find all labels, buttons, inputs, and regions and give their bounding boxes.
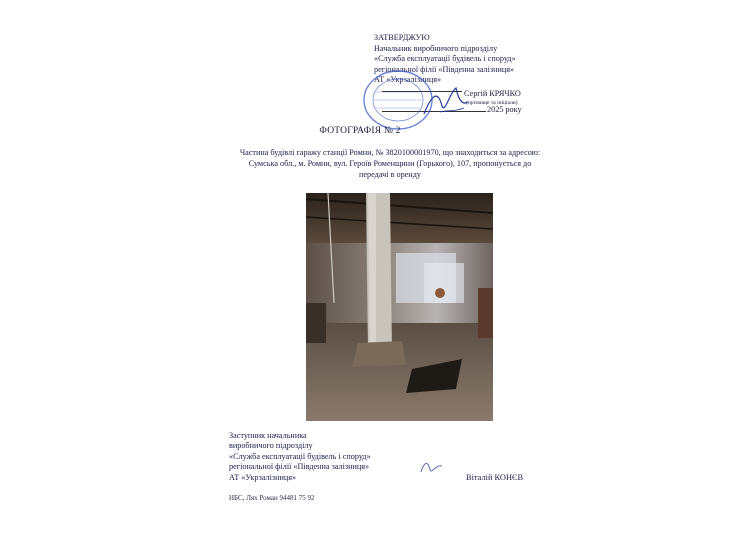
footer-position-2: виробничого підрозділу bbox=[229, 441, 313, 451]
footer-branch: регіональної філії «Південна залізниця» bbox=[229, 462, 370, 472]
garage-interior-photo bbox=[306, 193, 493, 421]
footer-signatory-block bbox=[229, 431, 371, 483]
footer-company: АТ «Укрзалізниця» bbox=[229, 472, 297, 482]
footer-position-1: Заступник начальника bbox=[229, 431, 307, 440]
photo-description: Частина будівлі гаражу станції Ромни, № 3820100001970, що знаходиться за адресою: Сумська обл., м. Ромни, вул. Героїв Роменщини (Горького), 107, пропонується до передачі в оренду bbox=[239, 148, 541, 179]
photo-title: ФОТОГРАФІЯ № 2 bbox=[319, 126, 401, 136]
contact-line: НБС, Лях Роман 94481 75 92 bbox=[229, 494, 315, 502]
signatory-hint: (прізвище та ініціали) bbox=[466, 100, 518, 106]
photo-illustration bbox=[306, 193, 493, 421]
footer-handwritten-signature bbox=[418, 456, 448, 478]
approval-position: Начальник виробничого підрозділу bbox=[374, 43, 498, 53]
approval-branch: регіональної філії «Південна залізниця» bbox=[374, 64, 515, 74]
approval-heading: ЗАТВЕРДЖУЮ bbox=[374, 33, 430, 42]
approval-year: 2025 року bbox=[487, 105, 522, 114]
signatory-name: Сергій КРЯЧКО bbox=[464, 89, 521, 98]
approval-service: «Служба експлуатації будівель і споруд» bbox=[374, 54, 516, 64]
approval-handwritten-signature bbox=[420, 84, 480, 120]
footer-service: «Служба експлуатації будівель і споруд» bbox=[229, 451, 371, 461]
footer-name: Віталій КОНЄВ bbox=[466, 473, 524, 482]
approval-company: АТ «Укрзалізниця» bbox=[374, 75, 442, 85]
